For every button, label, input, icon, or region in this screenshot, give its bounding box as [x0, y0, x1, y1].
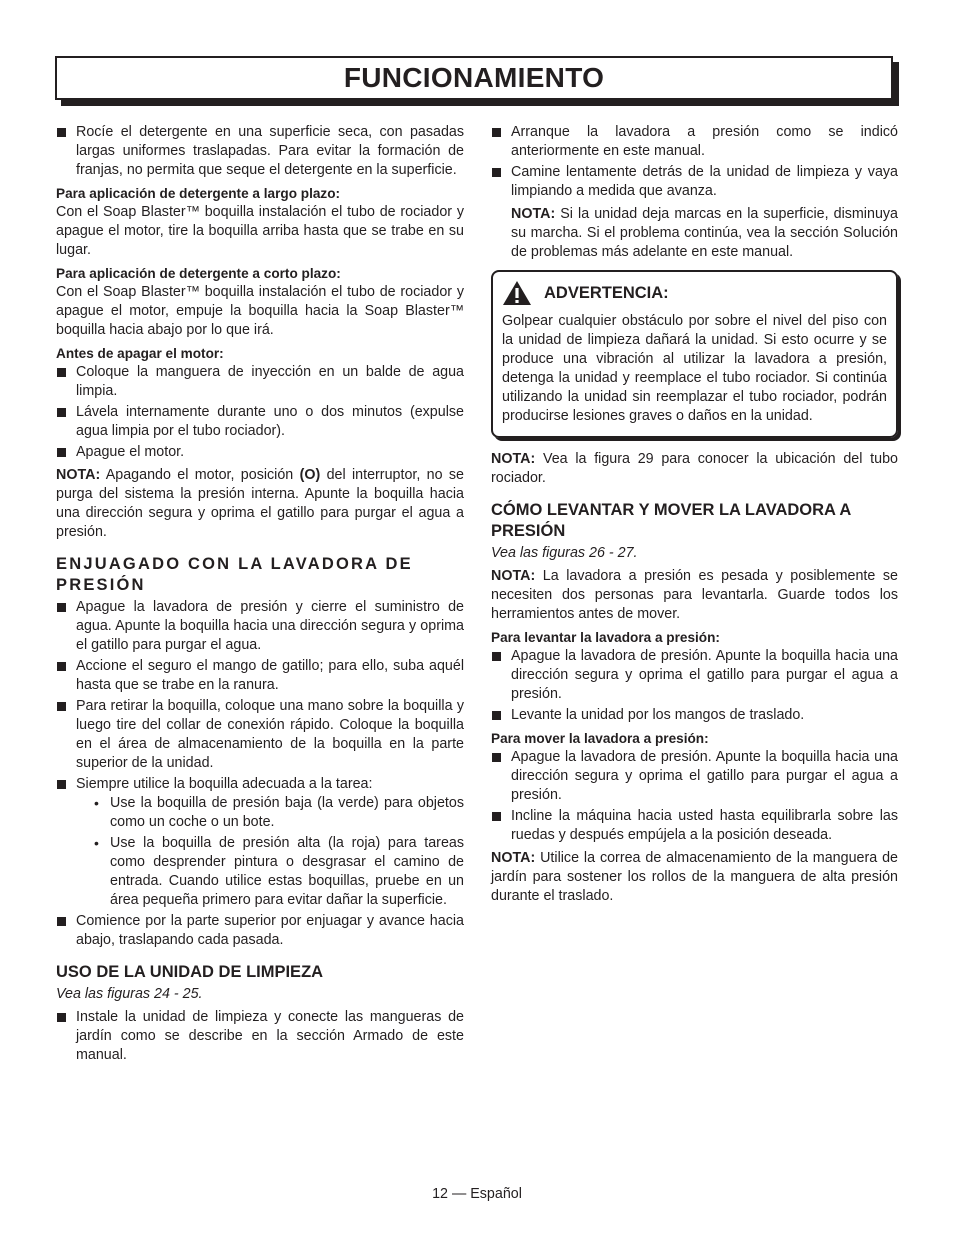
subheading-lift: Para levantar la lavadora a presión: [491, 630, 720, 645]
note-text: Utilice la correa de almacenamiento de la manguera de jardín para sostener los rollos de la manguera de alta presión durante el traslado. [491, 850, 898, 904]
list-item: Apague la lavadora de presión. Apunte la boquilla hacia una dirección segura y oprima el gatillo para purgar el agua a presión. [491, 647, 898, 704]
move-list [491, 748, 898, 845]
sub-list-item: • Use la boquilla de presión baja (la verde) para objetos como un coche o un bote. [90, 794, 464, 832]
heading-cleaning-unit: USO DE LA UNIDAD DE LIMPIEZA [56, 963, 324, 981]
list-item: Apague la lavadora de presión y cierre el suministro de agua. Apunte la boquilla hacia una dirección segura y oprima el gatillo para purgar el agua. [56, 598, 464, 655]
note-text: Apagando el motor, posición [100, 467, 300, 483]
before-off-list [56, 363, 464, 462]
list-item: Levante la unidad por los mangos de traslado. [491, 706, 898, 725]
note-label: NOTA: [491, 850, 536, 866]
note-label: NOTA: [491, 568, 536, 584]
warning-box [491, 270, 898, 438]
page-footer: 12 — Español [432, 1186, 522, 1202]
note-hose-strap [491, 849, 898, 906]
list-item: Incline la máquina hacia usted hasta equilibrarla sobre las ruedas y después empújela a la posición deseada. [491, 807, 898, 845]
list-item: Arranque la lavadora a presión como se indicó anteriormente en este manual. [491, 123, 898, 161]
list-item: Instale la unidad de limpieza y conecte las mangueras de jardín como se describe en la sección Armado de este manual. [56, 1008, 464, 1065]
warning-header [502, 280, 887, 306]
list-item: Coloque la manguera de inyección en un balde de agua limpia. [56, 363, 464, 401]
subheading-before-off: Antes de apagar el motor: [56, 346, 224, 361]
list-item: Lávela internamente durante uno o dos minutos (expulse agua limpia por el tubo rociador). [56, 403, 464, 441]
list-item [56, 775, 464, 910]
figure-reference: Vea las figuras 24 - 25. [56, 986, 203, 1002]
list-item: Camine lentamente detrás de la unidad de limpieza y vaya limpiando a medida que avanza. [491, 163, 898, 201]
figure-reference: Vea las figuras 26 - 27. [491, 545, 638, 561]
list-item: Accione el seguro el mango de gatillo; para ello, suba aquél hasta que se trabe en la ranura. [56, 657, 464, 695]
sub-list-item: • Use la boquilla de presión alta (la roja) para tareas como desprender pintura o desgrasar el camino de entrada. Cuando utilice estas boquillas, pruebe en un área pequeña primero para evitar dañar la superficie. [90, 834, 464, 910]
list-item: Para retirar la boquilla, coloque una mano sobre la boquilla y luego tire del collar de conexión rápido. Coloque la boquilla en el área de almacenamiento de la boquilla en la parte superior de la unidad. [56, 697, 464, 773]
paragraph-short-term: Con el Soap Blaster™ boquilla instalación el tubo de rociador y apague el motor, empuje la boquilla hacia la Soap Blaster™ boquilla hacia abajo por lo que irá. [56, 284, 464, 338]
note-text: Vea la figura 29 para conocer la ubicación del tubo rociador. [491, 451, 898, 486]
right-column [491, 123, 898, 910]
note-text: La lavadora a presión es pesada y posiblemente se necesiten dos personas para levantarla. Guarde todos los herramientos antes de mover. [491, 568, 898, 622]
paragraph-long-term: Con el Soap Blaster™ boquilla instalación el tubo de rociador y apague el motor, tire la boquilla arriba hasta que se trabe en su lugar. [56, 204, 464, 258]
list-item: Apague la lavadora de presión. Apunte la boquilla hacia una dirección segura y oprima el gatillo para purgar el agua a presión. [491, 748, 898, 805]
heading-rinse: ENJUAGADO CON LA LAVADORA DE PRESIÓN [56, 555, 413, 594]
note-marks [491, 205, 898, 262]
list-item: Rocíe el detergente en una superficie seca, con pasadas largas uniformes traslapadas. Para evitar la formación de franjas, no permita que seque el detergente en la superficie. [56, 123, 464, 180]
list-item-text: Siempre utilice la boquilla adecuada a la tarea: [76, 776, 373, 792]
operation-list [491, 123, 898, 201]
note-label: NOTA: [491, 451, 536, 467]
switch-symbol: (O) [299, 467, 321, 483]
subheading-long-term: Para aplicación de detergente a largo plazo: [56, 186, 341, 201]
warning-triangle-icon [502, 280, 532, 306]
nozzle-sublist [76, 794, 464, 910]
rinse-list [56, 598, 464, 950]
note-spray-tube [491, 450, 898, 488]
note-label: NOTA: [56, 467, 101, 483]
subheading-short-term: Para aplicación de detergente a corto plazo: [56, 266, 341, 281]
note-motor [56, 466, 464, 542]
list-item: Apague el motor. [56, 443, 464, 462]
note-text: Si la unidad deja marcas en la superficie, disminuya su marcha. Si el problema continúa, vea la sección Solución de problemas más adelante en este manual. [511, 206, 898, 260]
subheading-move: Para mover la lavadora a presión: [491, 731, 709, 746]
heading-lift-move: CÓMO LEVANTAR Y MOVER LA LAVADORA A PRESIÓN [491, 501, 851, 540]
page-title: FUNCIONAMIENTO [343, 62, 605, 93]
warning-title: ADVERTENCIA: [544, 283, 669, 302]
page-title-box [55, 56, 893, 100]
cleaning-list [56, 1008, 464, 1065]
note-label: NOTA: [511, 206, 556, 222]
lift-list [491, 647, 898, 725]
left-column [56, 123, 464, 1069]
intro-list [56, 123, 464, 180]
note-heavy [491, 567, 898, 624]
list-item: Comience por la parte superior por enjuagar y avance hacia abajo, traslapando cada pasada. [56, 912, 464, 950]
warning-text: Golpear cualquier obstáculo por sobre el nivel del piso con la unidad de limpieza dañará la unidad. Si esto ocurre y se produce una vibración al utilizar la lavadora a presión, detenga la unidad y reemplace el tubo rociador. Si continúa utilizando la unidad sin reemplazar el tubo rociador, podrán producirse lesiones graves o daños en la unidad. [502, 313, 887, 424]
note-text: del interruptor, no se purga del sistema la presión interna. Apunte la boquilla hacia una dirección segura y oprima el gatillo para purgar el agua a presión. [56, 467, 465, 540]
